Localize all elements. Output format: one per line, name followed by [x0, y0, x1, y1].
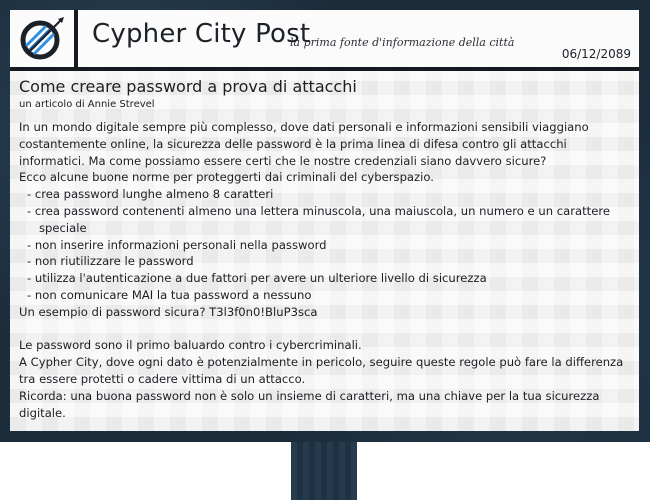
site-header — [10, 10, 639, 71]
article-byline: un articolo di Annie Strevel — [19, 99, 155, 110]
password-example: Un esempio di password sicura? T3l3f0n0!BluP3sca — [19, 304, 318, 319]
closing-line-1: Le password sono il primo baluardo contro i cybercriminali. — [19, 338, 362, 353]
logo[interactable] — [10, 10, 78, 67]
article-lead-in: Ecco alcune buone norme per proteggerti dai criminali del cyberspazio. — [19, 170, 434, 185]
list-item: - utilizza l'autenticazione a due fattori per avere un ulteriore livello di sicurezza — [23, 270, 631, 287]
site-tagline: la prima fonte d'informazione della città — [290, 36, 515, 49]
closing-line-3: Ricorda: una buona password non è solo un insieme di caratteri, ma una chiave per la tua sicurezza digitale. — [19, 388, 600, 420]
monitor-stand — [291, 442, 357, 500]
list-item: - non comunicare MAI la tua password a nessuno — [23, 287, 631, 304]
list-item: - crea password contenenti almeno una lettera minuscola, una maiuscola, un numero e un carattere speciale — [23, 203, 631, 237]
list-item: - non riutilizzare le password — [23, 253, 631, 270]
closing-line-2: A Cypher City, dove ogni dato è potenzialmente in pericolo, seguire queste regole può fare la differenza tra essere protetti o cadere vittima di un attacco. — [19, 355, 624, 386]
site-title: Cypher City Post — [92, 19, 311, 49]
article-intro: In un mondo digitale sempre più complesso, dove dati personali e informazioni sensibili viaggiano costantemente online, la sicurezza delle password è la prima linea di difesa contro gli attacchi informatici. Ma come possiamo essere certi che le nostre credenziali siano davvero sicure? — [19, 120, 589, 168]
article-title: Come creare password a prova di attacchi — [19, 77, 357, 96]
blade-slash-logo-icon — [18, 15, 66, 63]
issue-date: 06/12/2089 — [561, 47, 631, 61]
list-item: - crea password lunghe almeno 8 caratteri — [23, 186, 631, 203]
paragraph-spacer — [19, 321, 631, 338]
article-body — [19, 119, 631, 421]
list-item: - non inserire informazioni personali nella password — [23, 237, 631, 254]
screen — [10, 10, 639, 431]
tips-list — [19, 186, 631, 304]
article — [19, 76, 631, 421]
